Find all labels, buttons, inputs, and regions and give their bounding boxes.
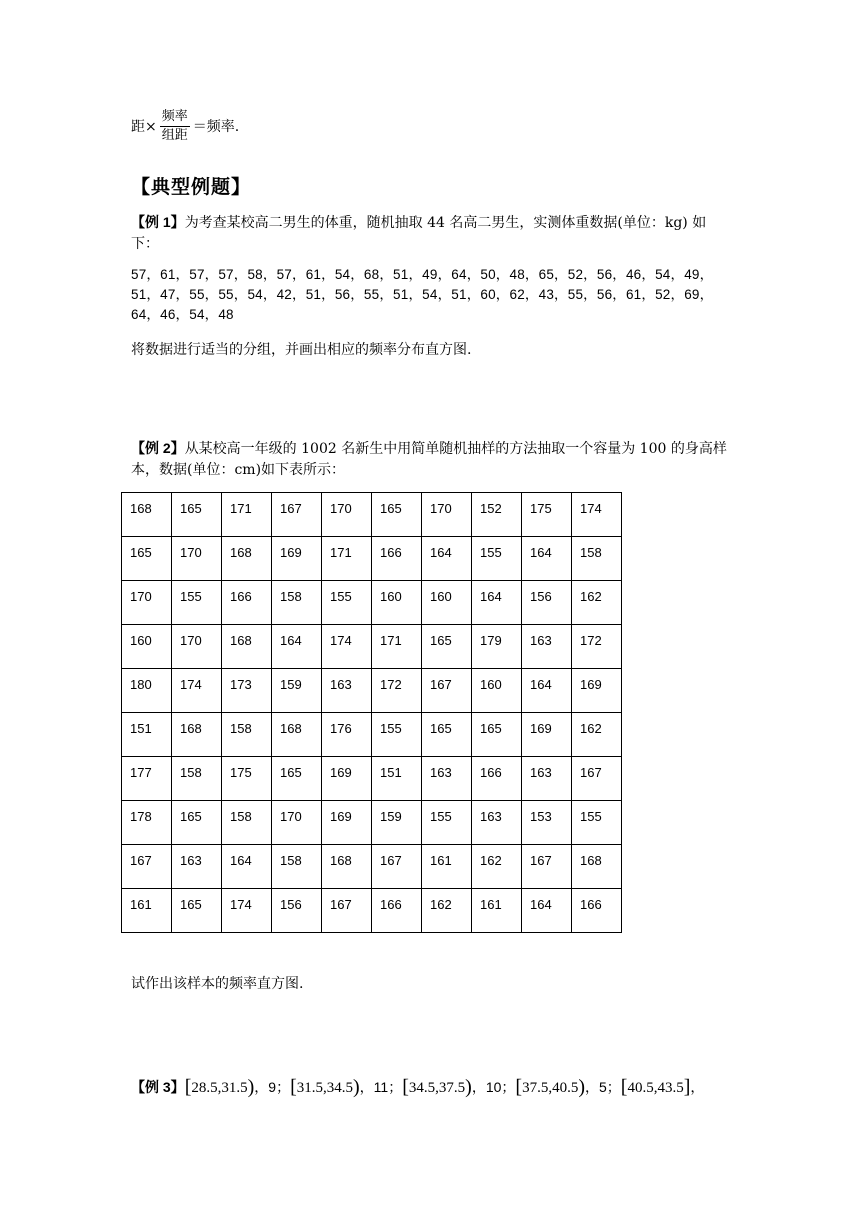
section-title: 【典型例题】 <box>131 176 252 198</box>
table-cell: 155 <box>572 801 622 845</box>
table-cell: 155 <box>422 801 472 845</box>
table-row <box>122 713 622 757</box>
table-cell: 155 <box>472 537 522 581</box>
example-3-groups <box>184 1076 705 1098</box>
example-2-text: 从某校高一年级的 1002 名新生中用简单随机抽样的方法抽取一个容量为 100 的身高样本，数据(单位：cm)如下表所示： <box>131 441 727 478</box>
table-cell: 178 <box>122 801 172 845</box>
table-cell: 158 <box>222 801 272 845</box>
table-cell: 158 <box>272 581 322 625</box>
table-cell: 164 <box>222 845 272 889</box>
table-cell: 174 <box>172 669 222 713</box>
table-cell: 162 <box>472 845 522 889</box>
table-cell: 162 <box>422 889 472 933</box>
table-cell: 167 <box>122 845 172 889</box>
example-2-question: 试作出该样本的频率直方图. <box>131 976 304 992</box>
group-count: 5 <box>598 1079 607 1095</box>
table-cell: 172 <box>372 669 422 713</box>
table-cell: 174 <box>322 625 372 669</box>
table-cell: 165 <box>422 713 472 757</box>
table-cell: 169 <box>272 537 322 581</box>
table-cell: 160 <box>472 669 522 713</box>
table-cell: 172 <box>572 625 622 669</box>
table-cell: 168 <box>272 713 322 757</box>
example-1-text: 为考查某校高二男生的体重，随机抽取 44 名高二男生，实测体重数据(单位：kg) 如下： <box>131 215 707 252</box>
table-cell: 161 <box>472 889 522 933</box>
example-1-question: 将数据进行适当的分组，并画出相应的频率分布直方图. <box>131 342 472 358</box>
interval-group: [37.5,40.5)，5； <box>515 1076 621 1098</box>
table-cell: 159 <box>372 801 422 845</box>
table-cell: 169 <box>322 801 372 845</box>
table-cell: 167 <box>272 493 322 537</box>
table-cell: 164 <box>272 625 322 669</box>
table-cell: 163 <box>522 757 572 801</box>
table-cell: 168 <box>172 713 222 757</box>
table-cell: 160 <box>372 581 422 625</box>
table-cell: 155 <box>172 581 222 625</box>
example-3-label: 【例 3】 <box>131 1079 185 1095</box>
table-cell: 167 <box>522 845 572 889</box>
table-cell: 166 <box>222 581 272 625</box>
table-cell: 165 <box>172 493 222 537</box>
table-cell: 167 <box>572 757 622 801</box>
table-cell: 170 <box>172 625 222 669</box>
interval: [28.5,31.5) <box>184 1076 255 1098</box>
data-line: 64，46，54，48 <box>131 307 234 322</box>
table-cell: 158 <box>172 757 222 801</box>
table-cell: 171 <box>322 537 372 581</box>
table-cell: 165 <box>272 757 322 801</box>
table-row <box>122 669 622 713</box>
interval: [40.5,43.5] <box>620 1076 691 1098</box>
table-cell: 167 <box>422 669 472 713</box>
table-cell: 179 <box>472 625 522 669</box>
table-cell: 164 <box>522 889 572 933</box>
table-cell: 159 <box>272 669 322 713</box>
table-cell: 177 <box>122 757 172 801</box>
table-cell: 175 <box>522 493 572 537</box>
group-count: 9 <box>268 1079 277 1095</box>
table-cell: 165 <box>172 801 222 845</box>
table-cell: 176 <box>322 713 372 757</box>
example-3-line <box>131 1076 771 1099</box>
table-cell: 163 <box>422 757 472 801</box>
table-cell: 162 <box>572 581 622 625</box>
table-cell: 173 <box>222 669 272 713</box>
table-cell: 165 <box>372 493 422 537</box>
formula-fragment <box>131 106 239 146</box>
table-cell: 163 <box>472 801 522 845</box>
table-cell: 168 <box>322 845 372 889</box>
table-row <box>122 757 622 801</box>
table-cell: 170 <box>422 493 472 537</box>
fraction-numerator: 频率 <box>160 109 190 127</box>
fraction-denominator: 组距 <box>161 127 188 143</box>
table-cell: 165 <box>122 537 172 581</box>
table-cell: 164 <box>522 669 572 713</box>
table-cell: 171 <box>372 625 422 669</box>
table-row <box>122 625 622 669</box>
table-cell: 161 <box>422 845 472 889</box>
table-cell: 156 <box>522 581 572 625</box>
table-cell: 160 <box>122 625 172 669</box>
table-cell: 165 <box>422 625 472 669</box>
table-cell: 168 <box>222 625 272 669</box>
table-cell: 170 <box>272 801 322 845</box>
interval-group: [31.5,34.5)，11； <box>290 1076 403 1098</box>
table-cell: 167 <box>372 845 422 889</box>
group-count: 11 <box>373 1079 389 1095</box>
table-cell: 164 <box>522 537 572 581</box>
formula-fraction <box>160 109 190 144</box>
table-cell: 152 <box>472 493 522 537</box>
table-cell: 163 <box>172 845 222 889</box>
table-cell: 156 <box>272 889 322 933</box>
table-cell: 164 <box>472 581 522 625</box>
data-line: 57，61，57，57，58，57，61，54，68，51，49，64，50，48，65，52，56，46，54，49， <box>131 267 714 282</box>
table-row <box>122 845 622 889</box>
height-data-table <box>121 492 622 933</box>
example-2-label: 【例 2】 <box>131 440 185 456</box>
group-count: 10 <box>485 1079 502 1095</box>
table-cell: 170 <box>322 493 372 537</box>
table-cell: 167 <box>322 889 372 933</box>
table-row <box>122 581 622 625</box>
table-cell: 158 <box>572 537 622 581</box>
table-cell: 166 <box>472 757 522 801</box>
table-cell: 170 <box>172 537 222 581</box>
table-cell: 166 <box>572 889 622 933</box>
table-cell: 166 <box>372 537 422 581</box>
table-cell: 170 <box>122 581 172 625</box>
table-cell: 168 <box>572 845 622 889</box>
table-cell: 155 <box>322 581 372 625</box>
formula-lead: 距× <box>131 119 157 135</box>
data-line: 51，47，55，55，54，42，51，56，55，51，54，51，60，62，43，55，56，61，52，69， <box>131 287 714 302</box>
table-row <box>122 801 622 845</box>
table-cell: 169 <box>522 713 572 757</box>
table-cell: 151 <box>122 713 172 757</box>
interval: [37.5,40.5) <box>515 1076 585 1098</box>
table-cell: 158 <box>222 713 272 757</box>
table-row <box>122 889 622 933</box>
interval-group: [34.5,37.5)，10； <box>402 1076 516 1098</box>
table-cell: 158 <box>272 845 322 889</box>
table-cell: 169 <box>572 669 622 713</box>
table-cell: 165 <box>472 713 522 757</box>
table-cell: 174 <box>572 493 622 537</box>
table-cell: 169 <box>322 757 372 801</box>
table-cell: 151 <box>372 757 422 801</box>
table-row <box>122 537 622 581</box>
table-cell: 160 <box>422 581 472 625</box>
table-cell: 168 <box>122 493 172 537</box>
example-1-label: 【例 1】 <box>131 214 185 230</box>
table-cell: 161 <box>122 889 172 933</box>
table-cell: 155 <box>372 713 422 757</box>
table-cell: 163 <box>322 669 372 713</box>
formula-tail: ＝频率. <box>192 119 240 135</box>
table-cell: 174 <box>222 889 272 933</box>
table-cell: 153 <box>522 801 572 845</box>
interval-group: [28.5,31.5)，9； <box>184 1076 291 1098</box>
table-cell: 163 <box>522 625 572 669</box>
example-1-prompt <box>131 212 731 255</box>
table-cell: 165 <box>172 889 222 933</box>
interval: [34.5,37.5) <box>402 1076 472 1098</box>
table-cell: 162 <box>572 713 622 757</box>
interval: [31.5,34.5) <box>290 1076 360 1098</box>
table-cell: 164 <box>422 537 472 581</box>
table-cell: 175 <box>222 757 272 801</box>
example-1-data <box>131 265 731 325</box>
table-cell: 171 <box>222 493 272 537</box>
table-row <box>122 493 622 537</box>
example-2-prompt <box>131 438 731 481</box>
interval-group: [40.5,43.5]， <box>620 1076 705 1098</box>
table-cell: 180 <box>122 669 172 713</box>
table-cell: 166 <box>372 889 422 933</box>
table-cell: 168 <box>222 537 272 581</box>
